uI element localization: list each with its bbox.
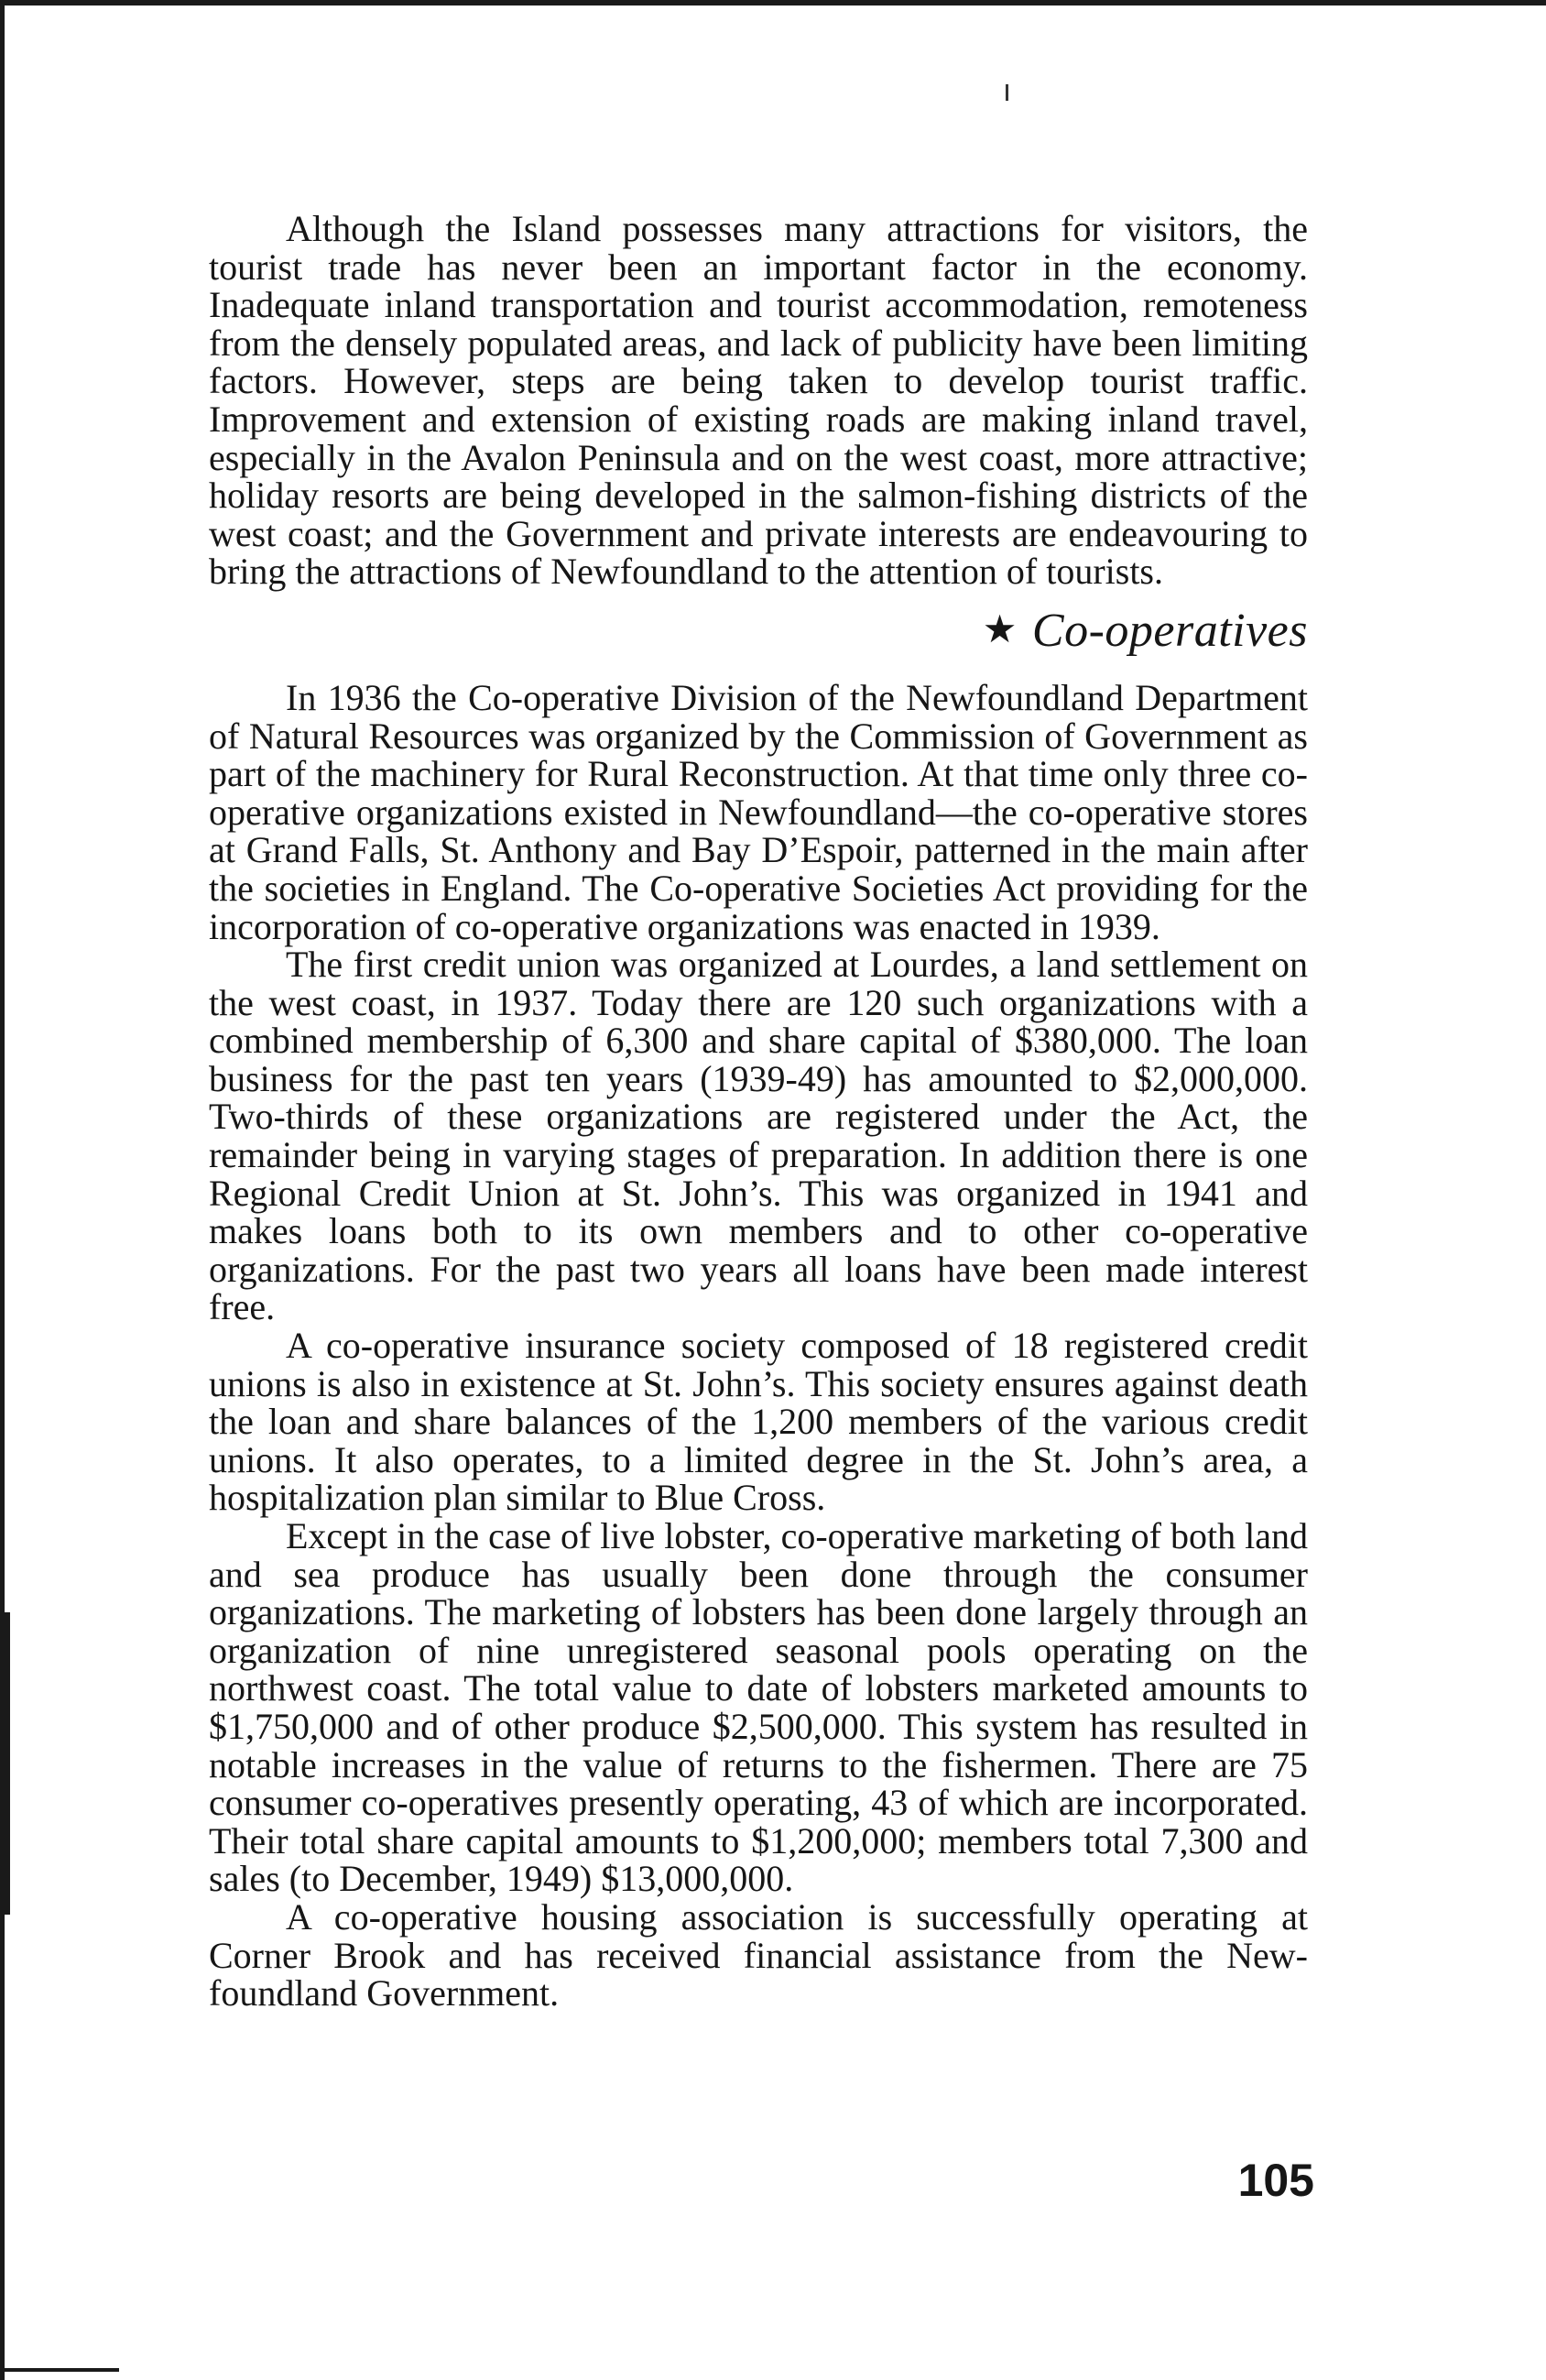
paragraph-marketing: Except in the case of live lobster, co-operative marketing of both land and sea produce has usually been done through the consumer organizations. The marketing of lobsters has been done largely through an organization of nine unregistered seasonal pools operating on the northwest coast. The total value to date of lobsters marketed amounts to $1,750,000 and of other produce $2,500,000. This system has resulted in notable increases in the value of returns to the fishermen. There are 75 consumer co-operatives presently operating, 43 of which are incorporated. Their total share capital amounts to $1,200,000; members total 7,300 and sales (to December, 1949) $13,000,000. (209, 1515, 1308, 1900)
scan-border-top (0, 0, 1546, 5)
paragraph-tourism: Although the Island possesses many attractions for visitors, the tourist trade has never been an important factor in the economy. Inadequate inland transportation and tourist accommodation, remoteness from the densely populated areas, and lack of publicity have been limiting factors. However, steps are being taken to develop tourist traffic. Improvement and extension of existing roads are making inland travel, especially in the Avalon Peninsula and on the west coast, more attractive; holiday resorts are being developed in the salmon-fishing districts of the west coast; and the Government and private interests are endeavouring to bring the attractions of Newfoundland to the attention of tourists. (209, 208, 1308, 593)
paragraph-cooperative-division: In 1936 the Co-operative Division of the Newfoundland Department of Natural Resources was organized by the Commission of Government as part of the machinery for Rural Reconstruction. At that time only three co-operative organizations existed in Newfoundland—the co-operative stores at Grand Falls, St. Anthony and Bay D’Espoir, patterned in the main after the societies in England. The Co-operative Societies Act providing for the incorporation of co-operative organizations was enacted in 1939. (209, 676, 1308, 947)
page-body (209, 210, 1308, 2013)
page-mark (1006, 84, 1008, 101)
scan-border-left-shadow (0, 1612, 10, 1915)
section-heading-cooperatives (209, 604, 1308, 661)
paragraph-housing: A co-operative housing association is successfully operating at Corner Brook and has received financial assistance from the Newfoundland Government. (209, 1895, 1308, 2014)
paragraph-insurance-society: A co-operative insurance society composed of 18 registered credit unions is also in existence at St. John’s. This society ensures against death the loan and share balances of the 1,200 members of the various credit unions. It also operates, to a limited degree in the St. John’s area, a hospitalization plan similar to Blue Cross. (209, 1325, 1308, 1519)
scan-border-left (0, 0, 5, 2380)
paragraph-credit-unions: The first credit union was organized at Lourdes, a land settlement on the west coast, in 1937. Today there are 120 such organizations with a combined membership of 6,300 and share capital of $380,000. The loan business for the past ten years (1939-49) has amounted to $2,000,000. Two-thirds of these organizations are registered under the Act, the remainder being in varying stages of preparation. In addition there is one Regional Credit Union at St. John’s. This was organized in 1941 and makes loans both to its own members and to other co-operative organizations. For the past two years all loans have been made interest free. (209, 944, 1308, 1328)
scan-border-bottom (0, 2368, 119, 2372)
star-icon: ★ (982, 606, 1018, 651)
section-title: Co-operatives (1031, 604, 1308, 657)
page-number: 105 (1237, 2155, 1314, 2206)
